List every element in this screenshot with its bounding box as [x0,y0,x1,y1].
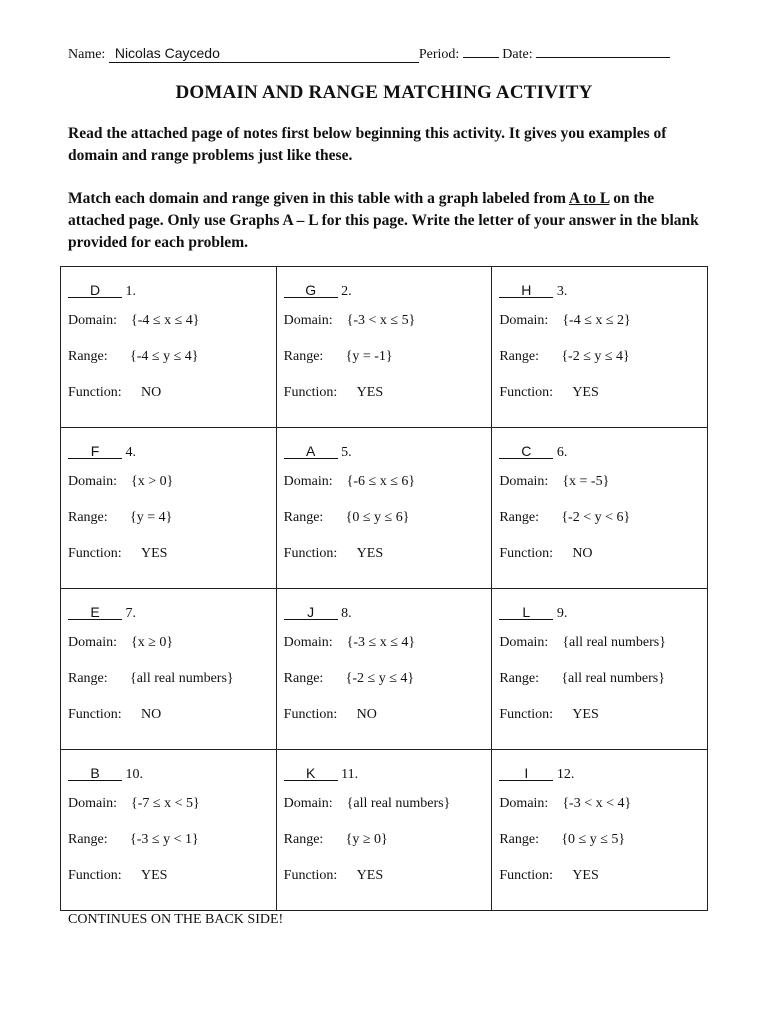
problem-cell [492,267,708,428]
range-label: Range: [499,832,539,847]
function-line [68,868,276,904]
problem-number: 7. [125,606,136,621]
domain-label: Domain: [499,474,549,489]
range-value: {-2 ≤ y ≤ 4} [561,349,630,364]
answer-blank[interactable]: D [68,283,122,298]
domain-line [284,313,492,349]
function-line [499,707,707,743]
problem-header [499,444,707,474]
range-label: Range: [68,832,108,847]
range-line [284,832,492,868]
function-value: YES [356,385,384,400]
function-line [499,868,707,904]
domain-value: {-4 ≤ x ≤ 2} [562,313,631,328]
domain-value: {all real numbers} [346,796,451,811]
name-label: Name: [68,47,106,62]
date-label: Date: [502,47,533,62]
domain-line [499,313,707,349]
problem-number: 10. [125,767,143,782]
domain-value: {x ≥ 0} [131,635,174,650]
problem-number: 11. [341,767,359,782]
function-label: Function: [68,868,122,883]
footer-note: CONTINUES ON THE BACK SIDE! [68,912,284,927]
answer-blank[interactable]: E [68,605,122,620]
function-label: Function: [499,868,553,883]
domain-line [499,635,707,671]
domain-value: {-6 ≤ x ≤ 6} [346,474,416,489]
range-value: {all real numbers} [561,671,665,686]
name-value: Nicolas Caycedo [114,45,220,61]
domain-label: Domain: [68,796,117,811]
problem-header [499,283,707,313]
function-value: YES [572,868,599,883]
domain-value: {x = -5} [562,474,610,489]
domain-label: Domain: [68,635,117,650]
range-line [68,671,276,707]
domain-value: {all real numbers} [562,635,666,650]
range-label: Range: [499,349,539,364]
range-label: Range: [68,349,108,364]
domain-label: Domain: [499,635,549,650]
function-line [284,546,492,582]
range-value: {-2 < y < 6} [561,510,631,525]
answer-blank[interactable]: J [284,605,338,620]
answer-blank[interactable]: A [284,444,338,459]
domain-line [284,635,492,671]
domain-value: {-3 ≤ x ≤ 4} [346,635,416,650]
answer-blank[interactable]: H [499,283,553,298]
function-line [68,385,276,421]
range-line [68,832,276,868]
problem-number: 2. [341,284,352,299]
header-line [68,46,708,63]
instructions-paragraph-2 [68,188,708,254]
range-line [284,671,492,707]
range-label: Range: [68,510,108,525]
domain-label: Domain: [283,635,333,650]
range-value: {y = 4} [130,510,173,525]
instructions-text-before: Match each domain and range given in this table with a graph labeled from [68,190,569,207]
answer-blank[interactable]: F [68,444,122,459]
domain-value: {-3 < x ≤ 5} [346,313,416,328]
domain-label: Domain: [283,474,333,489]
function-line [499,546,707,582]
domain-value: {-3 < x < 4} [562,796,632,811]
domain-label: Domain: [499,313,549,328]
domain-line [284,474,492,510]
range-label: Range: [499,510,539,525]
function-value: YES [572,385,599,400]
range-value: {y ≥ 0} [345,832,388,847]
range-line [68,510,276,546]
problem-cell [61,267,277,428]
period-label: Period: [418,47,460,62]
domain-value: {-7 ≤ x < 5} [131,796,200,811]
function-line [68,546,276,582]
problem-header [68,605,276,635]
domain-label: Domain: [68,313,117,328]
answer-blank[interactable]: B [68,766,122,781]
problem-number: 8. [341,606,352,621]
problem-header [284,283,492,313]
function-value: NO [572,546,593,561]
answer-blank[interactable]: I [499,766,553,781]
range-value: {0 ≤ y ≤ 5} [561,832,626,847]
function-value: YES [356,546,384,561]
range-line [499,510,707,546]
instructions-paragraph-1: Read the attached page of notes first below beginning this activity. It gives you examples of domain and range problems just like these. [68,125,667,164]
function-value: NO [141,707,162,722]
problem-number: 5. [341,445,352,460]
problem-cell [61,750,277,911]
range-value: {-3 ≤ y < 1} [130,832,199,847]
function-value: YES [356,868,384,883]
period-field[interactable] [463,57,499,58]
domain-line [68,796,276,832]
domain-value: {x > 0} [131,474,174,489]
domain-line [68,474,276,510]
function-label: Function: [283,868,338,883]
domain-label: Domain: [499,796,549,811]
function-label: Function: [68,707,122,722]
problem-header [499,766,707,796]
instructions-underlined-range: A to L [568,190,610,207]
function-label: Function: [499,546,553,561]
problem-number: 12. [556,767,575,782]
range-line [499,671,707,707]
problem-row [61,589,708,750]
range-label: Range: [499,671,539,686]
range-line [499,349,707,385]
range-label: Range: [68,671,108,686]
range-line [284,510,492,546]
problem-header [68,766,276,796]
problem-row [61,428,708,589]
name-field[interactable] [109,46,419,63]
domain-line [68,635,276,671]
problem-header [68,283,276,313]
problem-cell [276,589,492,750]
problem-header [499,605,707,635]
function-value: NO [141,385,162,400]
problem-number: 6. [556,445,568,460]
domain-line [284,796,492,832]
function-label: Function: [499,385,553,400]
domain-value: {-4 ≤ x ≤ 4} [131,313,200,328]
answer-blank[interactable]: L [499,605,553,620]
problem-header [284,766,492,796]
domain-label: Domain: [283,313,333,328]
range-line [499,832,707,868]
range-label: Range: [283,349,324,364]
problem-cell [492,428,708,589]
range-label: Range: [283,510,324,525]
domain-label: Domain: [68,474,117,489]
domain-label: Domain: [283,796,333,811]
function-line [499,385,707,421]
function-line [68,707,276,743]
range-line [68,349,276,385]
problem-cell [492,750,708,911]
problem-cell [61,589,277,750]
problem-cell [276,428,492,589]
function-value: YES [572,707,599,722]
function-value: YES [141,868,168,883]
function-label: Function: [283,546,338,561]
answer-blank[interactable]: K [284,766,338,781]
function-label: Function: [68,546,122,561]
function-label: Function: [68,385,122,400]
problem-header [284,605,492,635]
problem-table [60,266,708,911]
problem-row [61,267,708,428]
problem-number: 1. [125,284,136,299]
range-label: Range: [283,671,324,686]
domain-line [499,796,707,832]
range-label: Range: [283,832,324,847]
problem-row [61,750,708,911]
range-value: {all real numbers} [130,671,234,686]
problem-header [68,444,276,474]
range-value: {0 ≤ y ≤ 6} [345,510,410,525]
problem-cell [276,267,492,428]
function-line [284,868,492,904]
range-value: {-4 ≤ y ≤ 4} [130,349,199,364]
domain-line [499,474,707,510]
problem-number: 3. [556,284,568,299]
answer-blank[interactable]: G [284,283,338,298]
function-line [284,385,492,421]
problem-cell [61,428,277,589]
answer-blank[interactable]: C [499,444,553,459]
problem-number: 9. [556,606,568,621]
instructions-text-after: on the attached page. Only use Graphs A – L for this page. Write the letter of your answer in the blank provided for each problem. [68,190,699,251]
function-label: Function: [283,707,338,722]
problem-cell [276,750,492,911]
page-title: DOMAIN AND RANGE MATCHING ACTIVITY [175,82,593,103]
range-value: {y = -1} [345,349,393,364]
problem-number: 4. [125,445,136,460]
function-label: Function: [283,385,338,400]
problem-header [284,444,492,474]
range-line [284,349,492,385]
function-line [284,707,492,743]
range-value: {-2 ≤ y ≤ 4} [345,671,415,686]
date-field[interactable] [536,57,670,58]
domain-line [68,313,276,349]
problem-cell [492,589,708,750]
function-value: NO [356,707,377,722]
function-label: Function: [499,707,553,722]
function-value: YES [141,546,168,561]
